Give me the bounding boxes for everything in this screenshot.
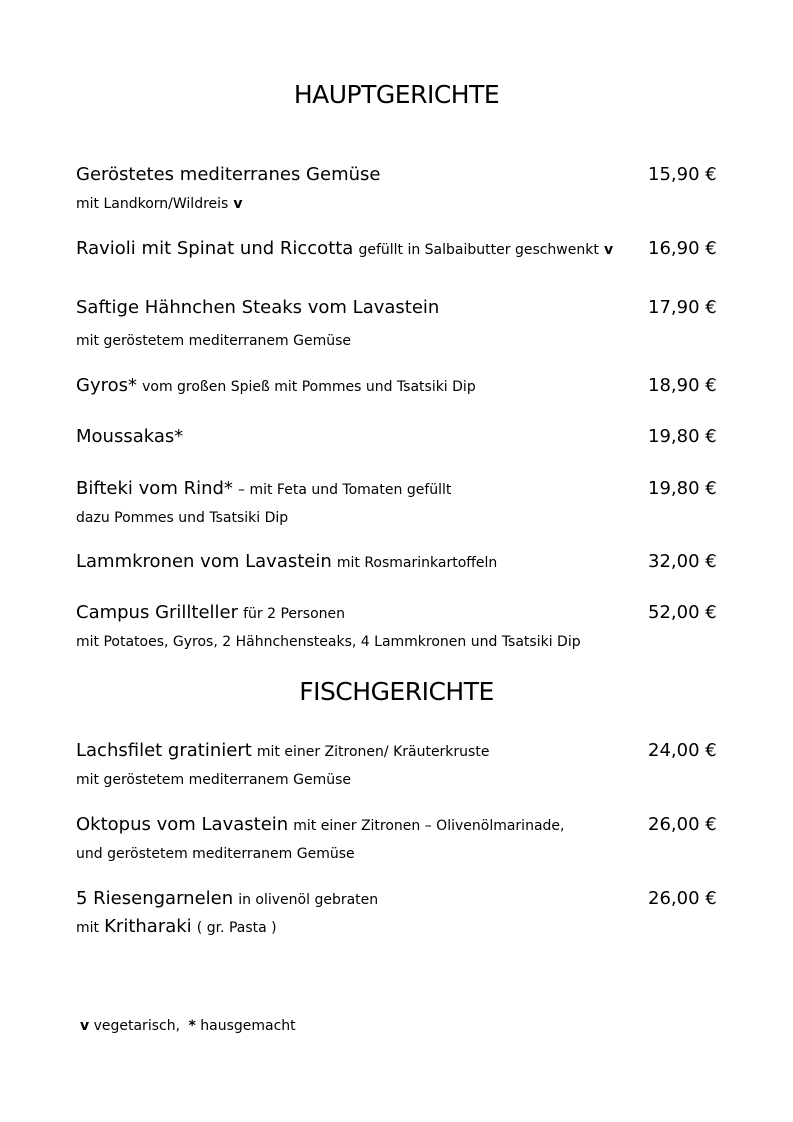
menu-item-4: [76, 375, 476, 396]
menu-item-3-desc: [76, 330, 351, 349]
dish-description: mit Potatoes, Gyros, 2 Hähnchensteaks, 4 Lammkronen und Tsatsiki Dip: [76, 634, 581, 650]
dish-name: Geröstetes mediterranes Gemüse: [76, 164, 381, 185]
dish-name: Lammkronen vom Lavastein: [76, 551, 332, 572]
dish-inline-description: vom großen Spieß mit Pommes und Tsatsiki Dip: [142, 379, 476, 395]
fish-item-2: [76, 814, 564, 835]
menu-item-8: [76, 602, 345, 623]
price-2: 16,90 €: [648, 238, 717, 259]
section-title-fish: FISCHGERICHTE: [299, 677, 494, 706]
dish-name: Ravioli mit Spinat und Riccotta: [76, 238, 354, 259]
vegetarian-mark: v: [603, 242, 614, 258]
dish-description: mit geröstetem mediterranem Gemüse: [76, 772, 351, 788]
footnote: [80, 1018, 296, 1034]
fish-item-1: [76, 740, 489, 761]
dish-description-suffix: ( gr. Pasta ): [196, 920, 277, 936]
homemade-legend: hausgemacht: [200, 1018, 296, 1034]
dish-name: Saftige Hähnchen Steaks vom Lavastein: [76, 297, 440, 318]
dish-inline-description: in olivenöl gebraten: [238, 892, 379, 908]
fish-price-3: 26,00 €: [648, 888, 717, 909]
price-1: 15,90 €: [648, 164, 717, 185]
dish-description: und geröstetem mediterranem Gemüse: [76, 846, 355, 862]
dish-description: mit geröstetem mediterranem Gemüse: [76, 333, 351, 349]
dish-inline-description: mit einer Zitronen – Olivenölmarinade,: [293, 818, 565, 834]
fish-item-2-desc: [76, 843, 355, 862]
vegetarian-legend: vegetarisch,: [93, 1018, 181, 1034]
dish-inline-description: mit einer Zitronen/ Kräuterkruste: [256, 744, 490, 760]
dish-inline-description: mit Rosmarinkartoffeln: [336, 555, 498, 571]
menu-item-8-desc: [76, 631, 581, 650]
homemade-mark: *: [188, 1018, 196, 1034]
price-7: 32,00 €: [648, 551, 717, 572]
menu-item-1: [76, 164, 380, 185]
dish-name: Moussakas*: [76, 426, 184, 447]
dish-description: mit Landkorn/Wildreis: [76, 196, 229, 212]
dish-inline-description: – mit Feta und Tomaten gefüllt: [238, 482, 452, 498]
dish-inline-description: für 2 Personen: [243, 606, 346, 622]
vegetarian-mark: v: [233, 196, 243, 212]
fish-item-3-desc: [76, 916, 277, 937]
dish-name: 5 Riesengarnelen: [76, 888, 234, 909]
fish-item-1-desc: [76, 769, 351, 788]
section-title-main: HAUPTGERICHTE: [293, 80, 500, 109]
vegetarian-mark: v: [80, 1018, 90, 1034]
price-5: 19,80 €: [648, 426, 717, 447]
dish-name: Gyros*: [76, 375, 137, 396]
menu-item-1-desc: [76, 193, 243, 212]
dish-side-name: Kritharaki: [104, 916, 192, 937]
menu-item-6: [76, 478, 451, 499]
dish-name: Oktopus vom Lavastein: [76, 814, 289, 835]
menu-item-7: [76, 551, 497, 572]
dish-inline-description: gefüllt in Salbaibutter geschwenkt: [358, 242, 599, 258]
menu-item-5: [76, 426, 183, 447]
menu-item-3: [76, 297, 439, 318]
price-4: 18,90 €: [648, 375, 717, 396]
fish-item-3: [76, 888, 378, 909]
price-3: 17,90 €: [648, 297, 717, 318]
price-6: 19,80 €: [648, 478, 717, 499]
dish-description: dazu Pommes und Tsatsiki Dip: [76, 510, 289, 526]
fish-price-1: 24,00 €: [648, 740, 717, 761]
dish-description-prefix: mit: [76, 920, 100, 936]
menu-item-6-desc: [76, 507, 288, 526]
dish-name: Campus Grillteller: [76, 602, 239, 623]
menu-item-2: [76, 238, 613, 259]
fish-price-2: 26,00 €: [648, 814, 717, 835]
dish-name: Bifteki vom Rind*: [76, 478, 233, 499]
dish-name: Lachsfilet gratiniert: [76, 740, 252, 761]
price-8: 52,00 €: [648, 602, 717, 623]
